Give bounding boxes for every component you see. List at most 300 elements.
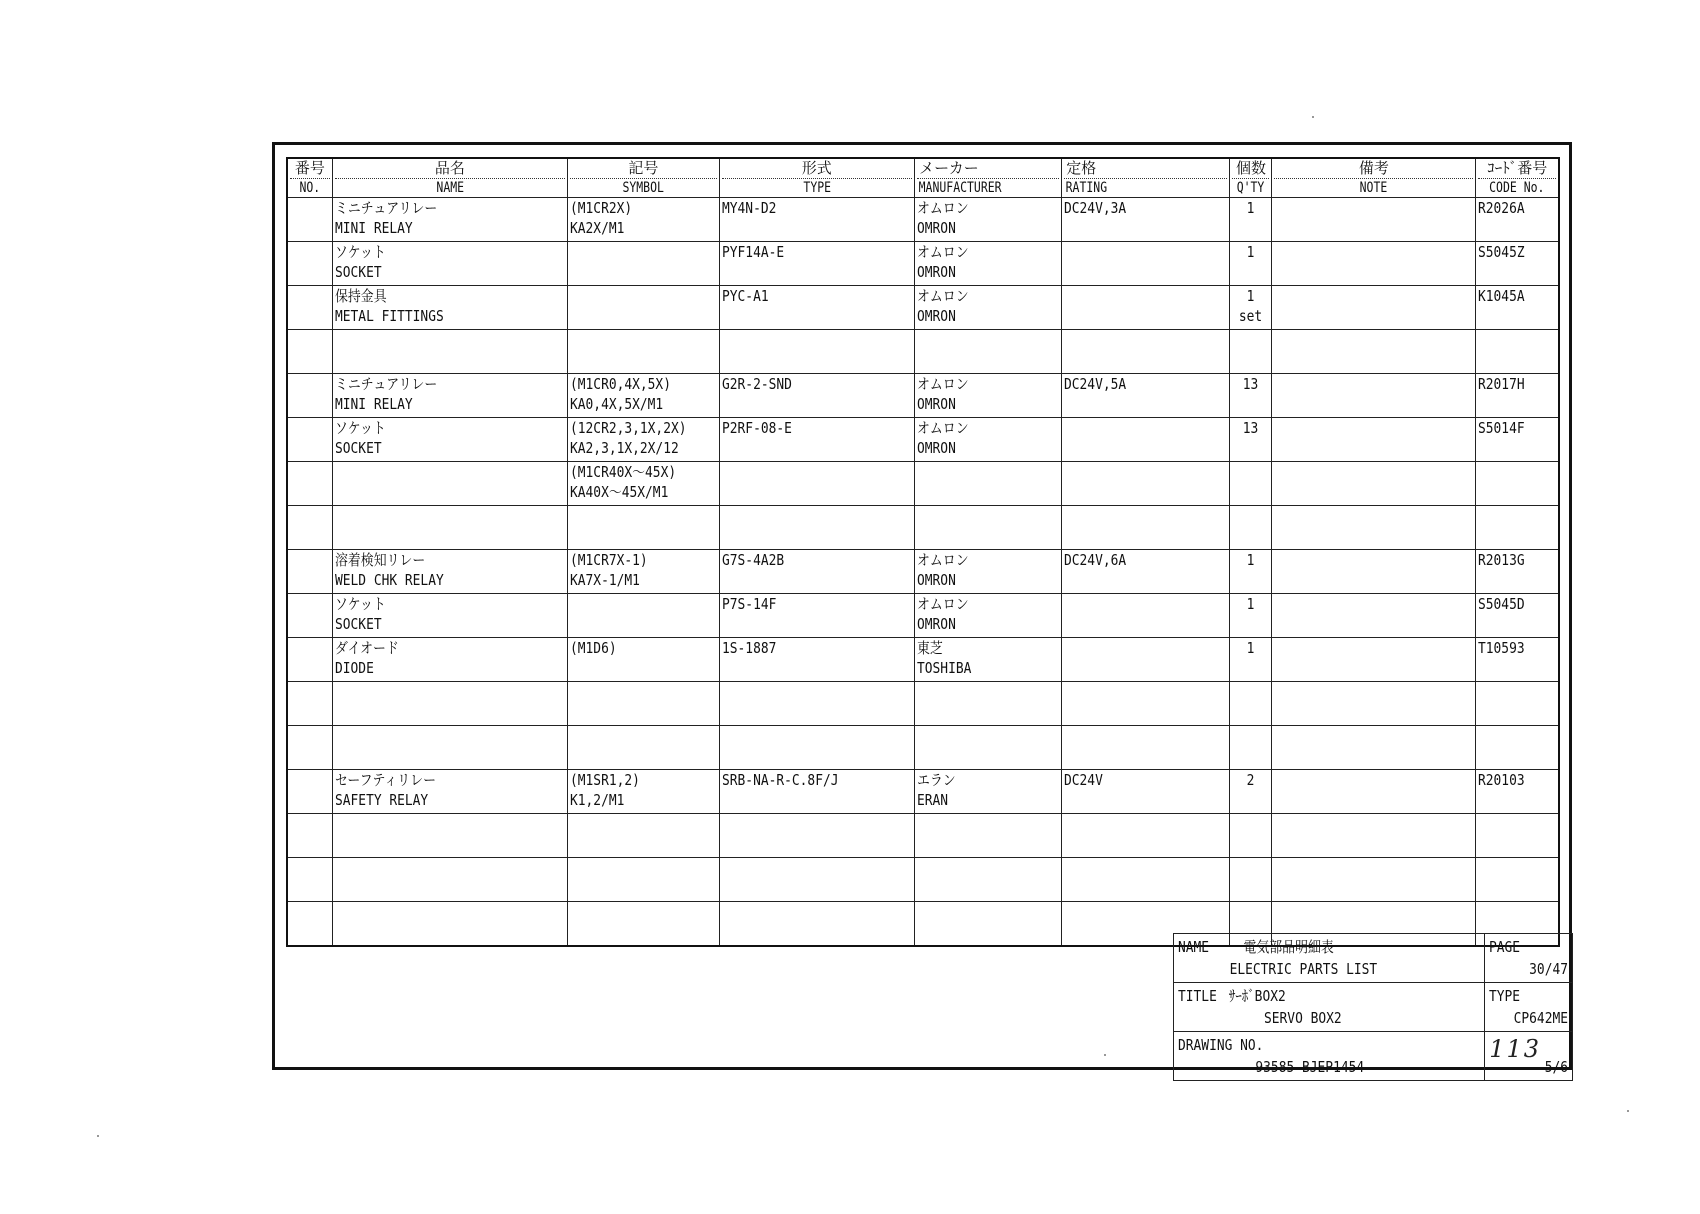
item-name [332,902,567,947]
item-symbol-line1 [570,814,696,834]
item-maker-en: ERAN [917,791,949,809]
item-qty-unit [1235,746,1267,766]
item-rating [1062,858,1230,902]
item-symbol-line1 [570,858,696,878]
item-number [287,506,332,550]
item-manufacturer [915,198,1062,242]
item-qty-unit [1235,526,1267,546]
item-symbol-line2 [570,746,696,766]
item-qty-text [1235,726,1267,746]
item-type [719,594,915,638]
item-qty-unit [1235,262,1267,282]
table-row [287,594,1559,638]
item-symbol [568,594,719,638]
item-note [1272,726,1476,770]
item-rating [1062,418,1230,462]
title-block-page-cell [1485,934,1573,983]
item-maker-jp [917,902,1039,922]
item-type [719,814,915,858]
item-type-text [722,462,886,482]
item-note-text [1274,594,1445,614]
item-rating-text [1064,726,1204,746]
item-type-text: PYF14A-E [721,243,784,261]
item-symbol [568,814,719,858]
item-name [332,550,567,594]
item-type [719,374,915,418]
item-maker-jp: オムロン [917,551,969,569]
item-note [1272,594,1476,638]
scan-speck [1312,116,1314,118]
item-number-text [290,858,324,878]
item-symbol-line1: (M1CR2X) [570,199,633,217]
item-symbol-line2 [570,306,696,326]
header-qty: 個数 Q'TY [1230,158,1272,198]
item-code-text: R2017H [1478,375,1526,393]
item-name-jp: ソケット [334,243,386,261]
item-qty-unit [1235,570,1267,590]
item-rating [1062,242,1230,286]
item-note-text [1274,682,1445,702]
item-note [1272,330,1476,374]
item-maker-jp: 東芝 [917,639,943,657]
parts-table-body [287,198,1559,947]
item-symbol-line1 [570,286,696,306]
item-symbol-line1 [570,902,696,922]
item-symbol [568,726,719,770]
table-row [287,198,1559,242]
item-rating-text [1064,902,1204,922]
item-qty-unit [1235,834,1267,854]
item-code-text [1478,682,1545,702]
item-name [332,462,567,506]
item-symbol-line2 [570,878,696,898]
item-number-text [290,770,324,790]
item-name-en [335,702,533,722]
item-name-jp [335,506,533,526]
item-qty-text: 13 [1243,375,1259,393]
item-rating [1062,550,1230,594]
item-manufacturer [915,726,1062,770]
item-code [1476,682,1559,726]
item-name-en [335,834,533,854]
item-code-text: S5045D [1478,595,1526,613]
item-type-text: G7S-4A2B [721,551,784,569]
item-code [1476,638,1559,682]
item-symbol-line2 [570,262,696,282]
item-qty [1230,286,1272,330]
item-maker-en: OMRON [917,439,956,457]
item-rating [1062,726,1230,770]
title-block-sheet-cell [1485,1032,1573,1081]
item-rating-text [1064,858,1204,878]
item-type-text [722,506,886,526]
item-qty [1230,198,1272,242]
item-type-text: P7S-14F [721,595,776,613]
item-code [1476,506,1559,550]
item-number [287,462,332,506]
item-qty-unit [1235,658,1267,678]
item-name [332,506,567,550]
item-type [719,770,915,814]
item-qty-unit [1235,394,1267,414]
item-name-jp: ミニチュアリレー [334,375,438,393]
item-type-text: MY4N-D2 [721,199,776,217]
item-name-jp: ソケット [334,595,386,613]
item-maker-en [917,526,1039,546]
header-name: 品名 NAME [332,158,567,198]
item-maker-jp [917,726,1039,746]
item-type [719,902,915,947]
item-symbol [568,242,719,286]
item-manufacturer [915,506,1062,550]
type-value: CP642ME [1513,1009,1568,1027]
item-code-text: K1045A [1478,287,1526,305]
item-note [1272,242,1476,286]
title-block-title-cell [1174,983,1485,1032]
title-block-name-cell [1174,934,1485,983]
item-name-jp: ミニチュアリレー [334,199,438,217]
item-qty [1230,770,1272,814]
item-symbol [568,286,719,330]
item-symbol [568,550,719,594]
item-note [1272,462,1476,506]
item-qty-text: 1 [1247,551,1255,569]
scan-speck [1627,1110,1629,1112]
item-type-text: G2R-2-SND [721,375,792,393]
item-manufacturer [915,330,1062,374]
item-number-text [290,726,324,746]
item-note [1272,286,1476,330]
header-no: 番号 NO. [287,158,332,198]
item-manufacturer [915,814,1062,858]
item-symbol [568,902,719,947]
table-row [287,550,1559,594]
item-maker-jp [917,858,1039,878]
type-label: TYPE [1489,987,1521,1005]
item-rating-text: DC24V,6A [1064,551,1127,569]
item-note-text [1274,858,1445,878]
table-row [287,418,1559,462]
page-value: 30/47 [1529,960,1568,978]
item-maker-jp: オムロン [917,419,969,437]
item-symbol [568,198,719,242]
item-qty [1230,594,1272,638]
item-maker-en [917,834,1039,854]
item-maker-en: OMRON [917,307,956,325]
item-qty-unit [1235,790,1267,810]
item-note-text [1274,242,1445,262]
item-symbol-line2 [570,834,696,854]
drawing-number: 93585 BJEP1454 [1255,1058,1365,1076]
item-maker-en [917,878,1039,898]
item-note [1272,198,1476,242]
item-name [332,726,567,770]
table-row [287,726,1559,770]
item-type [719,638,915,682]
item-symbol-line2 [570,922,696,942]
item-qty-text [1235,682,1267,702]
item-note-text [1274,550,1445,570]
item-type-text [722,858,886,878]
item-note-text [1274,770,1445,790]
item-manufacturer [915,858,1062,902]
item-symbol-line1 [570,506,696,526]
title-block [1173,933,1573,1081]
item-rating-text [1064,638,1204,658]
item-name-en: SOCKET [334,263,382,281]
item-rating [1062,682,1230,726]
item-rating [1062,330,1230,374]
item-qty [1230,418,1272,462]
item-code-text [1478,726,1545,746]
header-note: 備考 NOTE [1272,158,1476,198]
item-type [719,462,915,506]
item-number-text [290,638,324,658]
header-rating: 定格 RATING [1062,158,1230,198]
item-type-text [722,726,886,746]
item-name [332,594,567,638]
item-rating-text: DC24V [1064,771,1104,789]
item-code-text [1478,902,1545,922]
item-manufacturer [915,550,1062,594]
item-symbol-line2 [570,526,696,546]
item-name-en [335,526,533,546]
item-manufacturer [915,374,1062,418]
item-note-text [1274,330,1445,350]
item-note [1272,374,1476,418]
item-manufacturer [915,462,1062,506]
item-note-text [1274,462,1445,482]
item-manufacturer [915,286,1062,330]
item-symbol [568,330,719,374]
parts-list-sheet [272,142,1572,1076]
item-name-en [335,350,533,370]
item-name [332,814,567,858]
item-qty-unit [1235,482,1267,502]
item-qty [1230,242,1272,286]
item-number [287,726,332,770]
item-rating [1062,462,1230,506]
item-name-jp: セーフティリレー [334,771,436,789]
item-type [719,726,915,770]
item-name [332,770,567,814]
title-block-type-cell [1485,983,1573,1032]
item-symbol [568,858,719,902]
title-en: SERVO BOX2 [1264,1009,1342,1027]
item-number-text [290,418,324,438]
item-symbol [568,682,719,726]
item-type [719,330,915,374]
table-row [287,858,1559,902]
item-number-text [290,682,324,702]
table-row [287,770,1559,814]
table-row [287,814,1559,858]
item-maker-jp: オムロン [917,287,969,305]
item-code-text: S5045Z [1478,243,1526,261]
item-qty-text [1235,858,1267,878]
item-type [719,242,915,286]
item-maker-en [917,746,1039,766]
item-maker-jp: エラン [917,771,956,789]
item-qty [1230,726,1272,770]
item-name-jp [335,462,533,482]
item-symbol [568,506,719,550]
drawing-label: DRAWING NO. [1178,1036,1264,1054]
item-name-jp [335,330,533,350]
item-symbol-line2: KA0,4X,5X/M1 [570,395,664,413]
item-code-text: S5014F [1478,419,1526,437]
item-note [1272,506,1476,550]
item-qty-text: 1 [1247,595,1255,613]
item-number [287,902,332,947]
item-rating [1062,638,1230,682]
item-symbol-line1 [570,330,696,350]
item-number [287,286,332,330]
item-qty-text [1235,330,1267,350]
item-number-text [290,550,324,570]
item-symbol-line2 [570,614,696,634]
item-qty [1230,814,1272,858]
item-type-text: 1S-1887 [721,639,776,657]
header-type: 形式 TYPE [719,158,915,198]
item-note-text [1274,726,1445,746]
item-symbol-line1 [570,242,696,262]
item-type-text [722,682,886,702]
item-maker-en: TOSHIBA [917,659,972,677]
item-rating [1062,198,1230,242]
item-note [1272,858,1476,902]
item-type [719,506,915,550]
item-name [332,198,567,242]
item-manufacturer [915,902,1062,947]
item-qty [1230,462,1272,506]
page-label: PAGE [1489,938,1521,956]
item-rating [1062,594,1230,638]
item-code [1476,550,1559,594]
item-name-en: METAL FITTINGS [334,307,444,325]
item-name-jp: ソケット [334,419,386,437]
item-number [287,550,332,594]
item-maker-en: OMRON [917,263,956,281]
item-manufacturer [915,682,1062,726]
item-number-text [290,814,324,834]
item-type-text [722,902,886,922]
item-maker-jp [917,330,1039,350]
item-number [287,594,332,638]
item-number [287,418,332,462]
item-number-text [290,330,324,350]
item-name [332,418,567,462]
item-symbol-line1: (M1CR0,4X,5X) [570,375,672,393]
item-symbol [568,418,719,462]
item-maker-en: OMRON [917,219,956,237]
item-qty-text: 2 [1247,771,1255,789]
item-symbol-line2: KA2X/M1 [570,219,625,237]
item-type [719,198,915,242]
item-qty-text: 1 [1247,243,1255,261]
item-maker-en [917,482,1039,502]
item-symbol-line1 [570,682,696,702]
title-label: TITLE [1178,987,1217,1005]
item-rating-text [1064,286,1204,306]
item-number-text [290,374,324,394]
item-name-en: MINI RELAY [334,219,413,237]
table-row [287,286,1559,330]
item-name-jp [335,726,533,746]
item-code [1476,726,1559,770]
item-name [332,242,567,286]
item-symbol-line1 [570,726,696,746]
item-name-jp [335,682,533,702]
item-name-jp [335,902,533,922]
item-code-text [1478,506,1545,526]
header-manufacturer: メーカー MANUFACTURER [915,158,1062,198]
item-code [1476,814,1559,858]
item-qty-unit [1235,614,1267,634]
item-rating-text [1064,418,1204,438]
item-note-text [1274,506,1445,526]
item-qty-unit [1235,350,1267,370]
item-type-text: P2RF-08-E [721,419,792,437]
item-type [719,286,915,330]
item-name-en: SAFETY RELAY [334,791,428,809]
item-rating-text [1064,506,1204,526]
item-code-text [1478,462,1545,482]
item-number-text [290,506,324,526]
item-maker-jp: オムロン [917,375,969,393]
item-symbol-line2: K1,2/M1 [570,791,625,809]
item-number-text [290,902,324,922]
item-number [287,374,332,418]
item-symbol [568,462,719,506]
item-number [287,858,332,902]
item-qty-text [1235,814,1267,834]
table-row [287,682,1559,726]
item-qty-text: 13 [1243,419,1259,437]
item-code-text: R2013G [1478,551,1526,569]
item-number-text [290,594,324,614]
item-name [332,638,567,682]
item-name-en: SOCKET [334,615,382,633]
item-rating-text [1064,682,1204,702]
item-qty [1230,550,1272,594]
item-maker-jp: オムロン [917,243,969,261]
item-code [1476,770,1559,814]
header-symbol: 記号 SYMBOL [568,158,719,198]
item-maker-en: OMRON [917,615,956,633]
item-code-text: R20103 [1478,771,1526,789]
item-code-text [1478,330,1545,350]
item-manufacturer [915,770,1062,814]
item-code [1476,198,1559,242]
item-name-en [335,922,533,942]
scan-speck [97,1135,99,1137]
item-number [287,770,332,814]
item-name [332,858,567,902]
item-code [1476,374,1559,418]
table-row [287,462,1559,506]
item-name-en: MINI RELAY [334,395,413,413]
item-note-text [1274,814,1445,834]
table-row [287,506,1559,550]
item-type [719,682,915,726]
item-code [1476,858,1559,902]
item-symbol-line2 [570,702,696,722]
item-code [1476,330,1559,374]
item-qty [1230,374,1272,418]
item-qty-text [1235,462,1267,482]
item-rating [1062,770,1230,814]
